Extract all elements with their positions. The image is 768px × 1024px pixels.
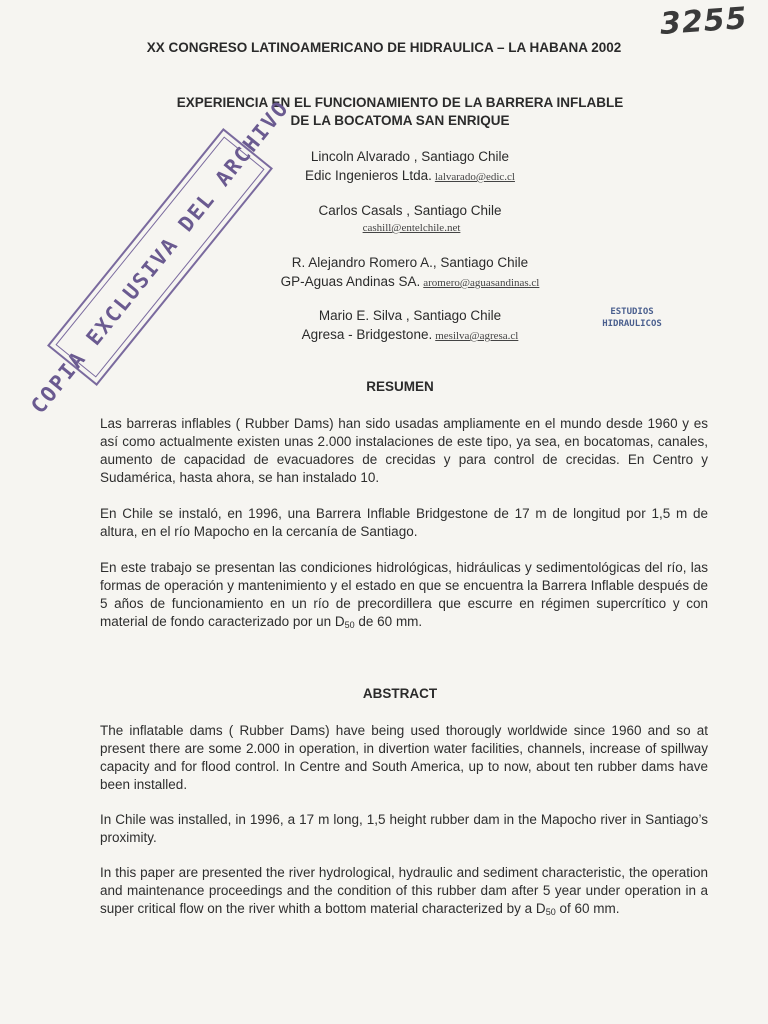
abstract-p3-text: In this paper are presented the river hydrological, hydraulic and sediment characteristic, the operation and maintenance proceedings and the condition of this rubber dam after 5 year under operation in a super critical flow on the river whith a bottom material characterized by a D — [100, 865, 708, 916]
abstract-paragraph-3 — [100, 864, 708, 918]
resumen-p3-end: de 60 mm. — [354, 614, 423, 629]
author-name: Lincoln Alvarado , Santiago Chile — [310, 149, 510, 164]
author-email[interactable]: mesilva@agresa.cl — [435, 330, 519, 342]
abstract-paragraph-2: In Chile was installed, in 1996, a 17 m long, 1,5 height rubber dam in the Mapocho river in Santiago’s proximity. — [100, 812, 708, 845]
author-email[interactable]: aromero@aguasandinas.cl — [423, 277, 540, 289]
congress-header: XX CONGRESO LATINOAMERICANO DE HIDRAULICA – LA HABANA 2002 — [146, 40, 622, 55]
resumen-paragraph-3 — [100, 559, 708, 631]
author-name: Carlos Casals , Santiago Chile — [318, 203, 502, 218]
stamp-text: COPIA EXCLUSIVA DEL ARCHIVO — [26, 95, 294, 419]
d50-subscript: 50 — [344, 620, 355, 630]
logo-line-1: ESTUDIOS — [610, 307, 654, 317]
paper-title — [0, 94, 768, 130]
title-line-2: DE LA BOCATOMA SAN ENRIQUE — [290, 113, 510, 128]
author-affiliation-line — [0, 220, 768, 235]
resumen-paragraph-2: En Chile se instaló, en 1996, una Barrera Inflable Bridgestone de 17 m de longitud por 1,5 m de altura, en el río Mapocho en la cercanía de Santiago. — [100, 506, 708, 539]
author-affiliation: GP-Aguas Andinas SA. — [280, 274, 421, 289]
author-name: R. Alejandro Romero A., Santiago Chile — [291, 255, 529, 270]
abstract-paragraph-1: The inflatable dams ( Rubber Dams) have being used thorougly worldwide since 1960 and so at present there are some 2.000 in operation, in divertion water facilities, channels, increase of spillway capacity and for flood control. In Centre and South America, up to now, about ten rubber dams have been installed. — [100, 723, 708, 792]
resumen-heading: RESUMEN — [366, 379, 434, 394]
abstract-p3-end: of 60 mm. — [555, 901, 620, 916]
author-block-2 — [0, 201, 768, 235]
d50-subscript: 50 — [545, 907, 556, 917]
author-block-1 — [0, 147, 768, 187]
author-affiliation-line — [0, 166, 768, 187]
title-line-1: EXPERIENCIA EN EL FUNCIONAMIENTO DE LA BARRERA INFLABLE — [176, 95, 624, 110]
resumen-paragraph-1: Las barreras inflables ( Rubber Dams) han sido usadas ampliamente en el mundo desde 1960 y es así como actualmente existen unas 2.000 instalaciones de este tipo, ya sea, en bocatomas, canales, aumento de capacidad de evacuadores de crecidas y para control de crecidas. En Centro y Sudamérica, hasta ahora, se han instalado 10. — [100, 416, 708, 485]
resumen-p3-text: En este trabajo se presentan las condiciones hidrológicas, hidráulicas y sedimentológicas del río, las formas de operación y mantenimiento y el estado en que se encuentra la Barrera Inflable después de 5 años de funcionamiento en un río de precordillera que escurre en régimen supercrítico y con material de fondo caracterizado por un D — [100, 560, 708, 629]
handwritten-number: 3255 — [658, 0, 749, 43]
author-affiliation: Agresa - Bridgestone. — [301, 327, 433, 342]
author-affiliation: Edic Ingenieros Ltda. — [305, 168, 432, 183]
logo-line-2: HIDRAULICOS — [602, 319, 662, 329]
author-name: Mario E. Silva , Santiago Chile — [318, 308, 502, 323]
abstract-heading: ABSTRACT — [362, 686, 438, 701]
estudios-hidraulicos-logo — [592, 306, 672, 330]
author-email[interactable]: lalvarado@edic.cl — [434, 171, 515, 183]
author-email[interactable]: cashill@entelchile.net — [362, 222, 461, 234]
